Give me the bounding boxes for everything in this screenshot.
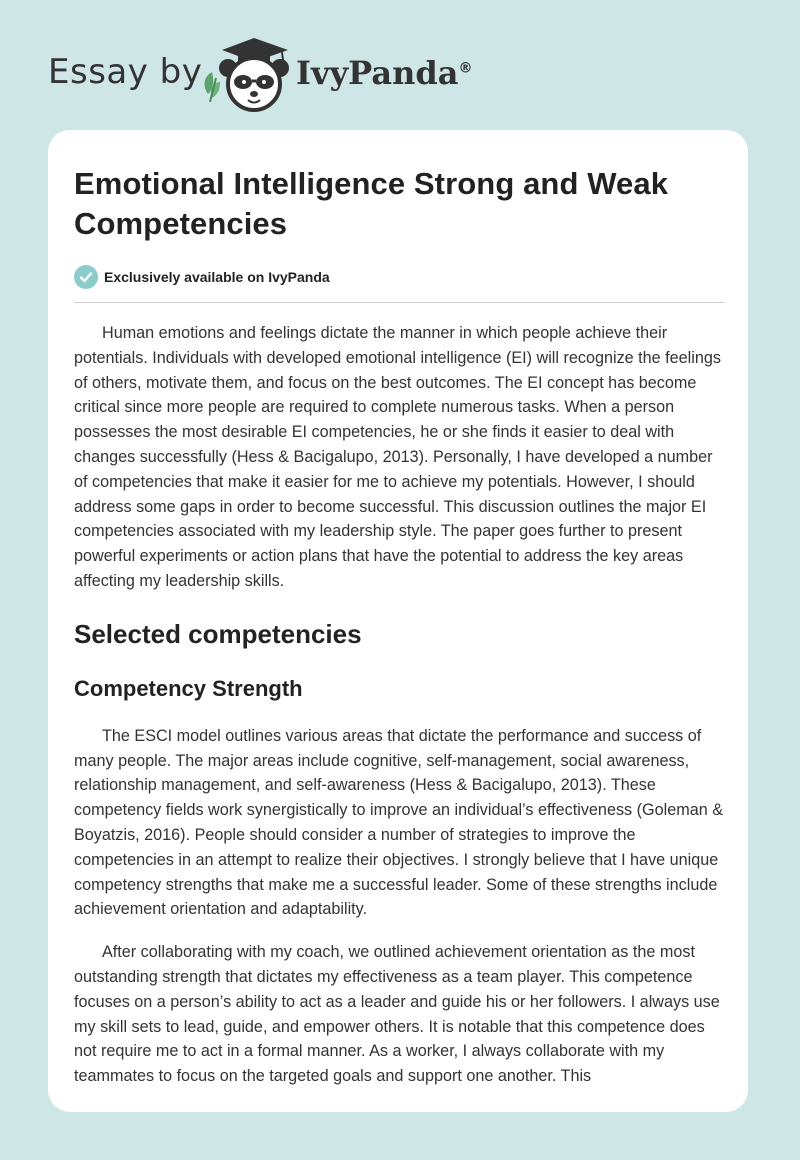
paragraph-achievement: After collaborating with my coach, we outlined achievement orientation as the most outstanding strength that dictates my effectiveness as a team player. This competence focuses on a person’s ability to act as a leader and guide his or her followers. I always use my skill sets to lead, guide, and empower others. It is notable that this competence does not require me to act in a formal manner. As a worker, I always collaborate with my teammates to focus on the targeted goals and support one another. This bbox=[74, 943, 720, 1086]
section-heading: Selected competencies bbox=[74, 618, 362, 649]
registered-mark: ® bbox=[458, 60, 473, 77]
check-icon bbox=[74, 265, 98, 289]
essay-title: Emotional Intelligence Strong and Weak Competencies bbox=[74, 166, 669, 241]
badge-label: Exclusively available on IvyPanda bbox=[104, 269, 330, 285]
paragraph-esci: The ESCI model outlines various areas that dictate the performance and success of many people. The major areas include cognitive, self-management, social awareness, relationship management, and self-awareness (Hess & Bacigalupo, 2013). These competency fields work synergistically to improve an individual’s effectiveness (Goleman & Boyatzis, 2016). People should consider a number of strategies to improve the competencies in an attempt to realize their objectives. I strongly believe that I have unique competency strengths that make me a successful leader. Some of these strengths include achievement orientation and adaptability. bbox=[74, 726, 723, 919]
exclusive-badge bbox=[74, 264, 724, 290]
brand-name[interactable]: IvyPanda® bbox=[296, 54, 473, 92]
subsection-heading: Competency Strength bbox=[74, 675, 303, 701]
divider bbox=[74, 302, 724, 303]
essay-card bbox=[48, 130, 748, 1112]
essay-content bbox=[74, 164, 724, 1089]
essay-by-label: Essay by bbox=[48, 52, 203, 92]
panda-logo-icon[interactable] bbox=[198, 32, 294, 112]
site-header bbox=[0, 0, 800, 130]
paragraph-intro: Human emotions and feelings dictate the manner in which people achieve their potentials. Individuals with developed emotional intelligence (EI) will recognize the feelings of others, motivate them, and focus on the best outcomes. The EI concept has become critical since more people are required to complete numerous tasks. When a person possesses the most desirable EI competencies, he or she finds it easier to deal with changes successfully (Hess & Bacigalupo, 2013). Personally, I have developed a number of competencies that make it easier for me to achieve my potentials. However, I should address some gaps in order to become successful. This discussion outlines the major EI competencies associated with my leadership style. The paper goes further to present powerful experiments or action plans that have the potential to address the key areas affecting my leadership skills. bbox=[74, 324, 721, 590]
